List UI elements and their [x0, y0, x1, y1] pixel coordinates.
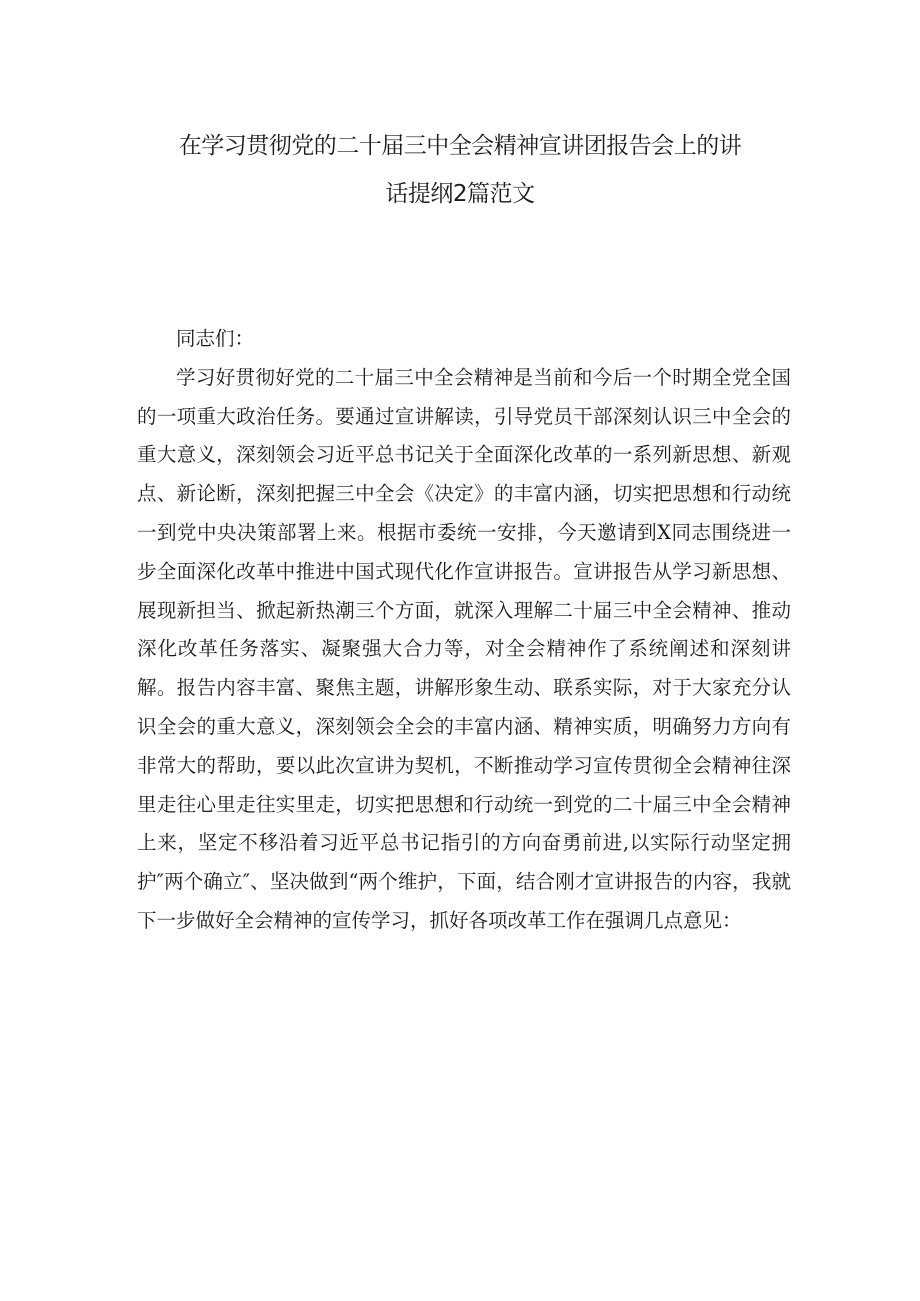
title-line-2: 话提纲2篇范文: [385, 181, 535, 207]
document-body: [137, 320, 791, 941]
body-paragraph: 学习好贯彻好党的二十届三中全会精神是当前和今后一个时期全党全国的一项重大政治任务。要通过宣讲解读，引导党员干部深刻认识三中全会的重大意义，深刻领会习近平总书记关于全面深化改革的一系列新思想、新观点、新论断，深刻把握三中全会《决定》的丰富内涵，切实把思想和行动统一到党中央决策部署上来。根据市委统一安排，今天邀请到X同志围绕进一步全面深化改革中推进中国式现代化作宣讲报告。宣讲报告从学习新思想、展现新担当、掀起新热潮三个方面，就深入理解二十届三中全会精神、推动深化改革任务落实、凝聚强大合力等，对全会精神作了系统阐述和深刻讲解。报告内容丰富、聚焦主题，讲解形象生动、联系实际，对于大家充分认识全会的重大意义，深刻领会全会的丰富内涵、精神实质，明确努力方向有非常大的帮助，要以此次宣讲为契机，不断推动学习宣传贯彻全会精神往深里走往心里走往实里走，切实把思想和行动统一到党的二十届三中全会精神上来，坚定不移沿着习近平总书记指引的方向奋勇前进,以实际行动坚定拥护″两个确立″、坚决做到“两个维护，下面，结合刚才宣讲报告的内容，我就下一步做好全会精神的宣传学习，抓好各项改革工作在强调几点意见：: [137, 365, 791, 932]
title-line-1: 在学习贯彻党的二十届三中全会精神宣讲团报告会上的讲: [178, 133, 742, 159]
salutation: 同志们：: [176, 327, 255, 350]
document-title: [150, 122, 770, 218]
